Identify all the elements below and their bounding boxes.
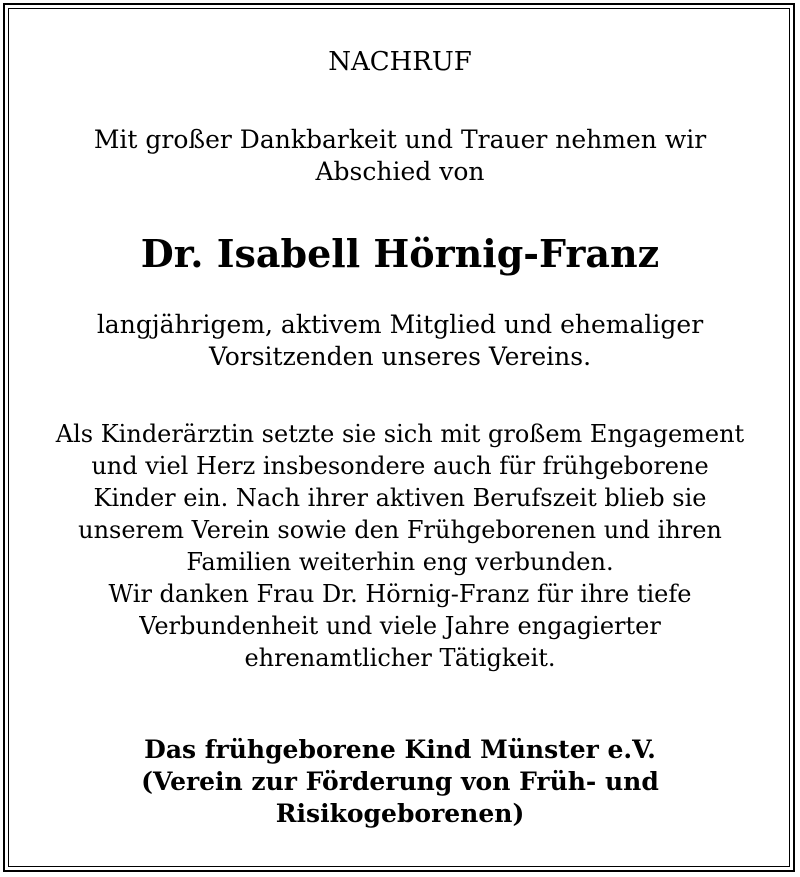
- tribute-line: unserem Verein sowie den Frühgeborenen und ihren: [78, 516, 722, 544]
- tribute-line: Familien weiterhin eng verbunden.: [186, 548, 614, 576]
- intro-line: Abschied von: [315, 157, 485, 186]
- heading-text: NACHRUF: [328, 47, 472, 77]
- organization-signature: [12, 734, 788, 830]
- tribute-line: Als Kinderärztin setzte sie sich mit großem Engagement: [55, 420, 745, 448]
- deceased-name-text: Dr. Isabell Hörnig-Franz: [140, 231, 660, 276]
- role-line: langjährigem, aktivem Mitglied und ehemaliger: [96, 310, 704, 339]
- tribute-line: ehrenamtlicher Tätigkeit.: [244, 644, 556, 672]
- tribute-line: Wir danken Frau Dr. Hörnig-Franz für ihre tiefe: [108, 580, 692, 608]
- intro-line: Mit großer Dankbarkeit und Trauer nehmen wir: [93, 125, 707, 154]
- tribute-text: [12, 418, 788, 674]
- notice-heading: [12, 46, 788, 78]
- signature-line: Das frühgeborene Kind Münster e.V.: [144, 735, 656, 764]
- tribute-line: und viel Herz insbesondere auch für frühgeborene: [91, 452, 709, 480]
- signature-line: (Verein zur Förderung von Früh- und: [141, 767, 659, 796]
- tribute-line: Verbundenheit und viele Jahre engagierter: [139, 612, 661, 640]
- role-description: [12, 309, 788, 373]
- signature-line: Risikogeborenen): [275, 799, 525, 828]
- role-line: Vorsitzenden unseres Vereins.: [208, 342, 592, 371]
- intro-text: [12, 124, 788, 188]
- tribute-line: Kinder ein. Nach ihrer aktiven Berufszeit blieb sie: [93, 484, 707, 512]
- deceased-name: [12, 228, 788, 280]
